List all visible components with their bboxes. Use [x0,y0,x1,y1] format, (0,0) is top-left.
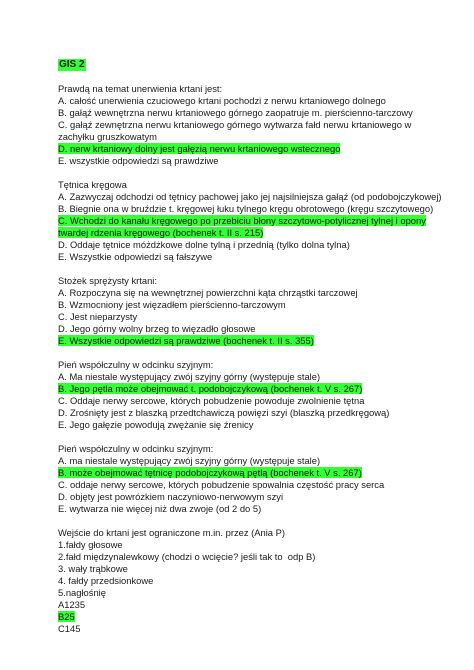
answer-line [58,539,458,551]
line-text: D. Zrośnięty jest z blaszką przedtchawiczą powięzi szyi (blaszką przedkręgową) [58,407,390,418]
line-text: B. gałąź wewnętrzna nerwu krtaniowego górnego zaopatruje m. pierścienno-tarczowy [58,107,413,118]
line-text: Prawdą na temat unerwienia krtani jest: [58,83,223,94]
answer-line [58,563,458,575]
answer-line [58,251,458,263]
line-text: 2.fałd międzynalewkowy (chodzi o wcięcie? jeśli tak to odp B) [58,551,316,562]
line-text: A. Rozpoczyna się na wewnętrznej powierzchni kąta chrząstki tarczowej [58,287,358,298]
line-text: A. całość unerwienia czuciowego krtani pochodzi z nerwu krtaniowego dolnego [58,95,386,106]
line-text: zachyłku gruszkowatym [58,131,157,142]
line-text: Pień współczulny w odcinku szyjnym: [58,443,214,454]
answer-line [58,131,458,143]
answer-line [58,419,458,431]
question-text [58,179,458,191]
line-text: A. Ma niestale występujący zwój szyjny górny (występuje stale) [58,371,321,382]
question-block [58,179,458,263]
answer-line [58,599,458,611]
answer-line [58,155,458,167]
line-text: C. Jest nieparzysty [58,311,138,322]
line-text: A. Zazwyczaj odchodzi od tętnicy pachowej jako jej najsilniejsza gałąź (od podobojczykowej) [58,191,442,202]
answer-line [58,107,458,119]
answer-line [58,503,458,515]
question-list [58,83,458,635]
answer-line [58,335,458,347]
answer-line [58,203,458,215]
line-text: Tętnica kręgowa [58,179,127,190]
line-text: 3. wały trąbkowe [58,563,128,574]
answer-line [58,143,458,155]
answer-line [58,287,458,299]
line-text: Wejście do krtani jest ograniczone m.in. przez (Ania P) [58,527,286,538]
question-block [58,83,458,167]
line-text: A. ma niestale występujący zwój szyjny górny (występuje stale) [58,455,321,466]
answer-line [58,575,458,587]
line-text: 5.nagłośnię [58,587,106,598]
line-text: C. gałąź zewnętrzna nerwu krtaniowego górnego wytwarza fałd nerwu krtaniowego w [58,119,412,130]
answer-line [58,227,458,239]
line-text: E. Jego gałęzie powodują zwężanie się źrenicy [58,419,254,430]
line-text: C. Oddaje nerwy sercowe, których pobudzenie powoduje zwolnienie tętna [58,395,365,406]
answer-line [58,215,458,227]
answer-line [58,95,458,107]
question-text [58,275,458,287]
highlighted-answer: E. Wszystkie odpowiedzi są prawdziwe (bochenek t. II s. 355) [58,335,314,346]
line-text: Pień współczulny w odcinku szyjnym: [58,359,214,370]
answer-line [58,467,458,479]
answer-line [58,371,458,383]
line-text: C. oddaje nerwy sercowe, których pobudzenie spowalnia częstość pracy serca [58,479,385,490]
question-text [58,527,458,539]
answer-line [58,407,458,419]
question-block [58,359,458,431]
highlighted-answer: D. nerw krtaniowy dolny jest gałęzią nerwu krtaniowego wstecznego [58,143,341,154]
line-text: 4. fałdy przedsionkowe [58,575,154,586]
answer-line [58,623,458,635]
answer-line [58,587,458,599]
answer-line [58,191,458,203]
highlighted-answer: B. może obejmować tętnicę podobojczykową pętlą (bochenek t. V s. 267) [58,467,362,478]
highlighted-answer: B. Jego pętla może obejmować t. podobojczykową (bochenek t. V s. 267) [58,383,363,394]
answer-line [58,395,458,407]
line-text: D. Oddaje tętnice móżdżkowe dolne tylną i przednią (tylko dolna tylna) [58,239,350,250]
line-text: E. Wszystkie odpowiedzi są fałszywe [58,251,213,262]
answer-line [58,119,458,131]
question-text [58,359,458,371]
line-text: E. wytwarza nie więcej niż dwa zwoje (od 2 do 5) [58,503,262,514]
answer-line [58,611,458,623]
answer-line [58,491,458,503]
highlighted-answer: B25 [58,611,75,622]
answer-line [58,239,458,251]
question-block [58,275,458,347]
line-text: Stożek sprężysty krtani: [58,275,157,286]
document-title: GIS 2 [59,59,85,70]
answer-line [58,383,458,395]
answer-line [58,323,458,335]
line-text: D. Jego górny wolny brzeg to więzadło głosowe [58,323,256,334]
answer-line [58,311,458,323]
answer-line [58,299,458,311]
highlighted-answer: twardej rdzenia kręgowego (bochenek t. II s. 215) [58,227,264,238]
answer-line [58,551,458,563]
document-page [58,58,458,635]
line-text: A1235 [58,599,86,610]
line-text: B. Wzmocniony jest więzadłem pierścienno-tarczowym [58,299,286,310]
answer-line [58,455,458,467]
line-text: B. Biegnie ona w bruździe t. kręgowej łuku tylnego kręgu obrotowego (kręgu szczytowego) [58,203,434,214]
question-text [58,83,458,95]
line-text: 1.fałdy głosowe [58,539,123,550]
line-text: E. wszystkie odpowiedzi są prawdziwe [58,155,219,166]
line-text: C145 [58,623,81,634]
question-text [58,443,458,455]
line-text: D. objęty jest powrózkiem naczyniowo-nerwowym szyi [58,491,284,502]
question-block [58,527,458,635]
answer-line [58,479,458,491]
highlighted-answer: C. Wchodzi do kanału kręgowego po przebiciu błony szczytowo-potylicznej tylnej i opony [58,215,426,226]
question-block [58,443,458,515]
